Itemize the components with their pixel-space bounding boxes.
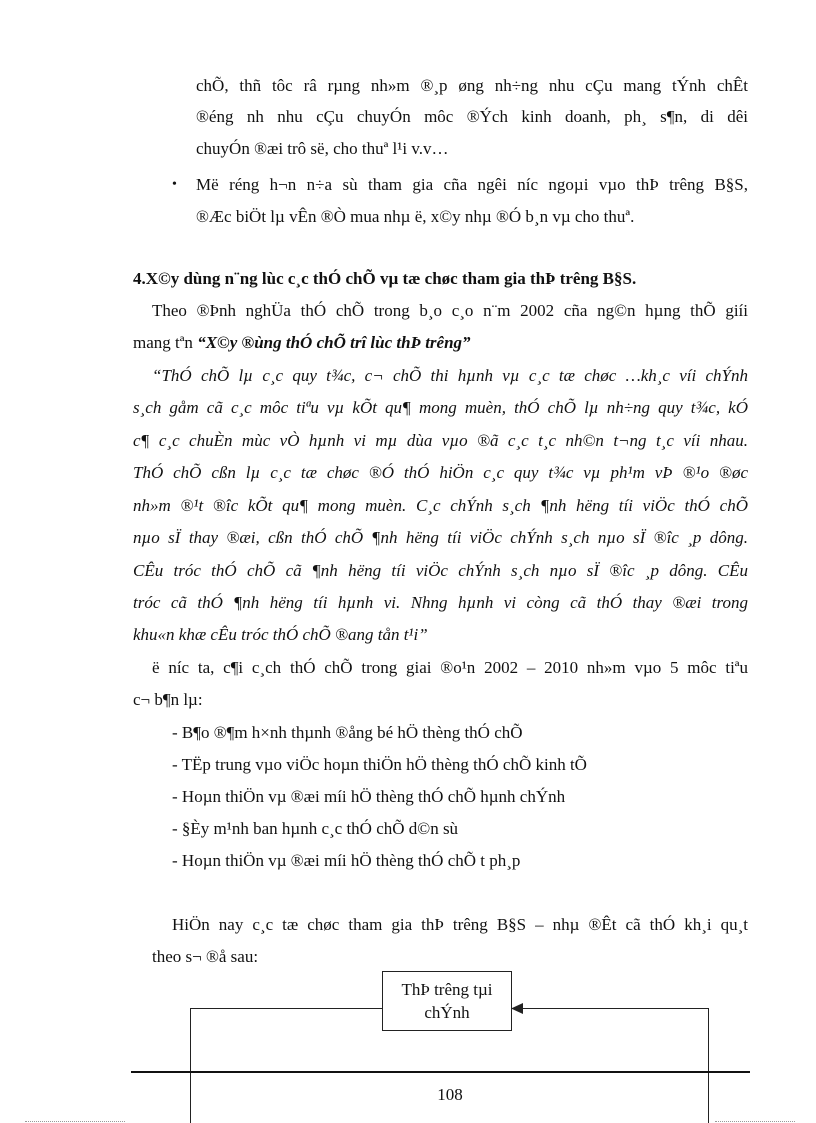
- arrow-left-icon: [511, 1003, 523, 1014]
- diagram-connector: [518, 1008, 708, 1009]
- diagram-box-financial-market: [382, 971, 512, 1031]
- diagram-connector: [708, 1008, 709, 1123]
- intro-quote-title: “X©y ®ùng thÓ chÕ trî lùc thÞ trêng”: [197, 333, 471, 352]
- quote-line: nh»m ®¹t ®îc kÕt qu¶ mong muèn. C¸c chÝnh s¸ch ¶nh hëng tíi viÖc thÓ chÕ: [133, 496, 748, 515]
- goal-item: - TËp trung vµo viÖc hoµn thiÖn hÖ thèng thÓ chÕ kinh tÕ: [172, 755, 587, 774]
- page-number: 108: [437, 1085, 463, 1104]
- quote-line: ThÓ chÕ cßn lµ c¸c tæ chøc ®Ó thÓ hiÖn c¸c quy t¾c vµ ph¹m vÞ ®¹o ®øc: [133, 463, 748, 482]
- goal-item: - §Èy m¹nh ban hµnh c¸c thÓ chÕ d©n sù: [172, 819, 459, 838]
- footer-dotted-line: [715, 1121, 795, 1122]
- diagram-connector: [190, 1008, 191, 1123]
- paragraph-line: theo s¬ ®å sau:: [152, 947, 259, 966]
- paragraph-line: ë níc ta, c¶i c¸ch thÓ chÕ trong giai ®o¹n 2002 – 2010 nh»m vµo 5 môc tiªu: [152, 658, 748, 677]
- quote-line: s¸ch gåm cã c¸c môc tiªu vµ kÕt qu¶ mong muèn, thÓ chÕ lµ nh÷ng quy t¾c, kÓ: [133, 398, 748, 417]
- quote-line: nµo sÏ thay ®æi, cßn thÓ chÕ ¶nh hëng tíi viÖc chÝnh s¸ch nµo sÏ ®îc ¸p dông.: [133, 528, 748, 547]
- diagram-box-label: chÝnh: [424, 1003, 470, 1022]
- quote-line: tróc cã thÓ ¶nh hëng tíi hµnh vi. Nhng hµnh vi còng cã thÓ thay ®æi trong: [133, 593, 748, 612]
- intro-line: Theo ®Þnh nghÜa thÓ chÕ trong b¸o c¸o n¨m 2002 cña ng©n hµng thÕ giíi: [152, 301, 748, 320]
- footer-dotted-line: [25, 1121, 125, 1122]
- quote-line: CÊu tróc thÓ chÕ cã ¶nh hëng tíi viÖc chÝnh s¸ch nµo sÏ ®îc ¸p dông. CÊu: [133, 561, 748, 580]
- paragraph-line: ®éng nh nhu cÇu chuyÓn môc ®Ých kinh doanh, ph¸ s¶n, di dêi: [196, 107, 748, 126]
- bullet-line: ®Æc biÖt lµ vÊn ®Ò mua nhµ ë, x©y nhµ ®Ó b¸n vµ cho thuª.: [196, 207, 635, 226]
- goal-item: - B¶o ®¶m h×nh thµnh ®ång bé hÖ thèng thÓ chÕ: [172, 723, 523, 742]
- goal-item: - Hoµn thiÖn vµ ®æi míi hÖ thèng thÓ chÕ t ph¸p: [172, 851, 521, 870]
- bullet-line: Më réng h¬n n÷a sù tham gia cña ngêi níc ngoµi vµo thÞ trêng B§S,: [196, 175, 748, 194]
- goal-item: - Hoµn thiÖn vµ ®æi míi hÖ thèng thÓ chÕ hµnh chÝnh: [172, 787, 566, 806]
- section-heading: 4.X©y dùng n¨ng lùc c¸c thÓ chÕ vµ tæ chøc tham gia thÞ trêng B§S.: [133, 269, 637, 288]
- quote-line: khu«n khæ cÊu tróc thÓ chÕ ®ang tån t¹i”: [133, 625, 428, 644]
- quote-line: “ThÓ chÕ lµ c¸c quy t¾c, c¬ chÕ thi hµnh vµ c¸c tæ chøc …kh¸c víi chÝnh: [152, 366, 748, 385]
- paragraph-line: HiÖn nay c¸c tæ chøc tham gia thÞ trêng B§S – nhµ ®Êt cã thÓ kh¸i qu¸t: [172, 915, 748, 934]
- intro-plain: mang tªn: [133, 333, 198, 352]
- diagram-connector: [190, 1008, 382, 1009]
- paragraph-line: c¬ b¶n lµ:: [133, 690, 203, 709]
- intro-line: [133, 333, 471, 353]
- paragraph-line: chuyÓn ®æi trô së, cho thuª l¹i v.v…: [196, 139, 449, 158]
- diagram-box-label: ThÞ trêng tµi: [401, 980, 493, 999]
- paragraph-line: chÕ, thñ tôc râ rµng nh»m ®¸p øng nh÷ng nhu cÇu mang tÝnh chÊt: [196, 76, 748, 95]
- bullet-icon: •: [172, 177, 177, 192]
- quote-line: c¶ c¸c chuÈn mùc vÒ hµnh vi mµ dùa vµo ®ã c¸c t¸c nh©n t¬ng t¸c víi nhau.: [133, 431, 748, 450]
- footer-rule: [131, 1071, 750, 1073]
